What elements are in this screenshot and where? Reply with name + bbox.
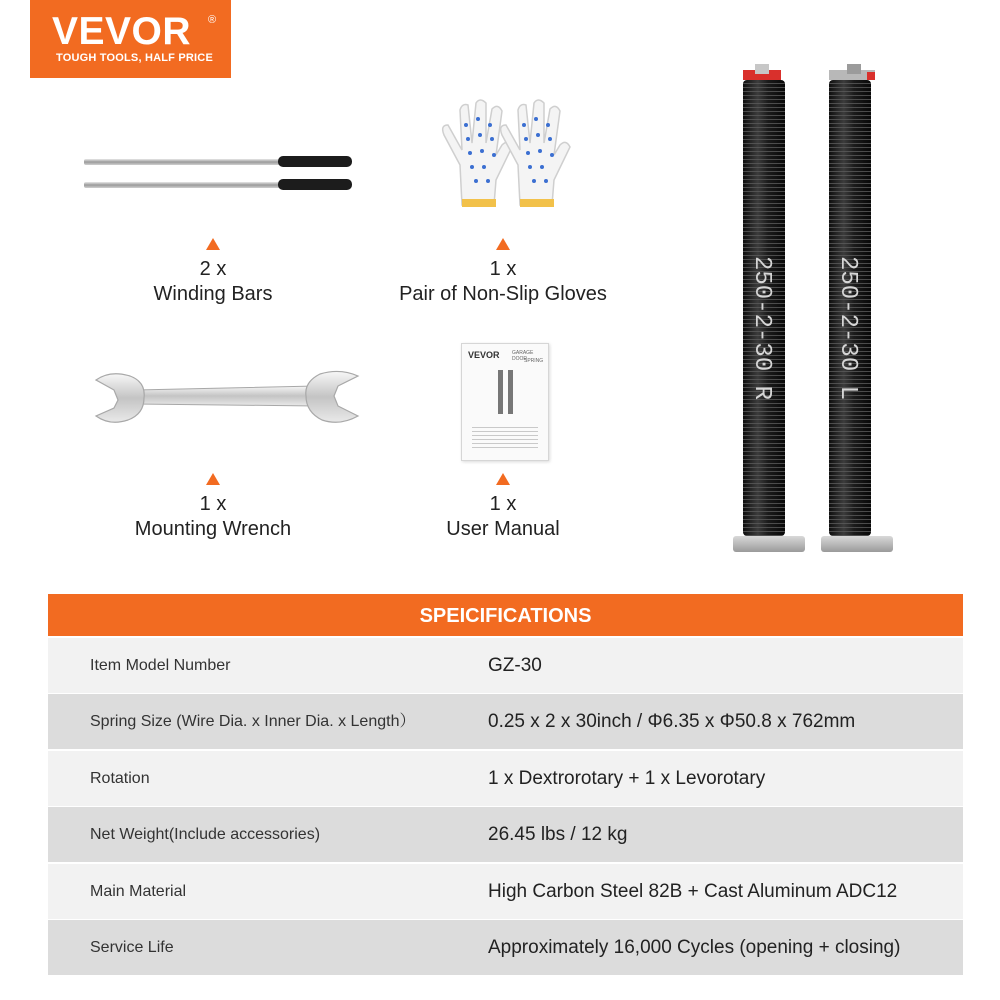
manual-title-1: GARAGE DOOR	[512, 350, 534, 362]
triangle-icon	[206, 473, 220, 485]
wrench-icon	[88, 368, 364, 428]
manual-title-2: SPRING	[524, 358, 544, 364]
spec-row	[48, 864, 963, 919]
spec-label: Item Model Number	[90, 656, 231, 674]
manual-photo	[498, 370, 503, 414]
spec-value: 1 x Dextrorotary + 1 x Levorotary	[488, 767, 766, 789]
logo-tagline: TOUGH TOOLS, HALF PRICE	[56, 52, 213, 64]
triangle-icon	[496, 473, 510, 485]
accessory-qty: 2 x	[199, 258, 227, 280]
spec-value: Approximately 16,000 Cycles (opening + closing)	[488, 937, 901, 958]
spring-label-left-hand: 250-2-30 L	[834, 256, 861, 401]
vevor-logo	[30, 0, 231, 78]
accessory-wrench	[63, 473, 363, 541]
accessory-gloves	[353, 238, 653, 306]
accessory-name: Pair of Non-Slip Gloves	[399, 283, 607, 305]
accessory-name: User Manual	[446, 518, 560, 540]
manual-text-lines	[472, 424, 538, 450]
accessory-name: Winding Bars	[153, 283, 273, 305]
manual-photo	[508, 370, 513, 414]
user-manual-icon	[461, 343, 549, 461]
spec-label: Rotation	[90, 769, 150, 787]
spec-label: Spring Size (Wire Dia. x Inner Dia. x Length）	[90, 713, 416, 730]
spec-label: Net Weight(Include accessories)	[90, 826, 321, 843]
spec-row	[48, 920, 963, 975]
spec-value: 26.45 lbs / 12 kg	[488, 824, 628, 845]
triangle-icon	[496, 238, 510, 250]
spec-row	[48, 807, 963, 862]
accessory-winding-bars	[63, 238, 363, 306]
specifications-table	[48, 594, 963, 974]
spring-label-right-hand: 250-2-30 R	[748, 256, 775, 401]
accessory-manual	[353, 473, 653, 541]
logo-wordmark: VEVOR	[52, 10, 192, 53]
accessory-qty: 1 x	[199, 493, 227, 515]
specifications-heading: SPEICIFICATIONS	[48, 594, 963, 636]
registered-mark: ®	[208, 14, 217, 26]
spec-value: GZ-30	[488, 654, 542, 676]
winding-bars-icon	[80, 150, 360, 195]
torsion-springs-icon	[725, 60, 905, 560]
spec-value: High Carbon Steel 82B + Cast Aluminum ADC12	[488, 880, 898, 902]
accessory-name: Mounting Wrench	[134, 518, 292, 540]
spec-row	[48, 638, 963, 693]
spec-label: Service Life	[90, 939, 174, 956]
accessory-qty: 1 x	[489, 493, 517, 515]
spec-row	[48, 694, 963, 749]
accessory-qty: 1 x	[489, 258, 517, 280]
triangle-icon	[206, 238, 220, 250]
gloves-icon	[432, 95, 577, 215]
spec-label: Main Material	[90, 882, 187, 900]
spec-row	[48, 751, 963, 806]
spec-value: 0.25 x 2 x 30inch / Φ6.35 x Φ50.8 x 762mm	[488, 711, 856, 732]
manual-brand: VEVOR	[468, 350, 500, 360]
